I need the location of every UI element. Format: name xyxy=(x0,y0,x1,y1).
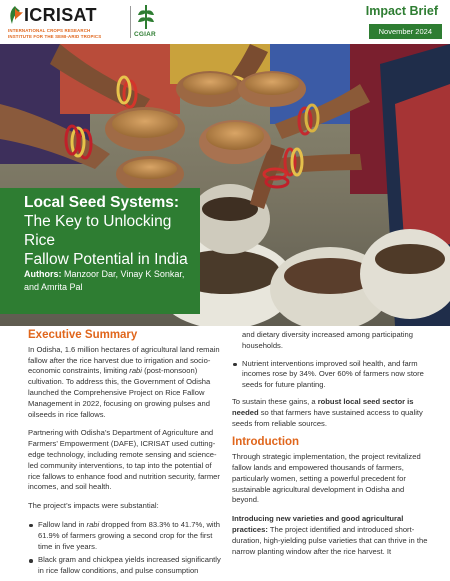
authors-names: Manzoor Dar, Vinay K Sonkar, and Amrita Pal xyxy=(24,269,185,292)
icrisat-tagline-2: INSTITUTE FOR THE SEMI-ARID TROPICS xyxy=(8,34,102,39)
summary-paragraph-2: Partnering with Odisha’s Department of Agriculture and Farmers’ Empowerment (DAFE), ICRISAT used cutting-edge technology, including remote sensing and science-led community interventions, to tap into the potential of rice fallows to enhance food and nutrition security, farmer incomes, and soil health. xyxy=(28,428,220,492)
impacts-list xyxy=(28,520,224,577)
bullet-continuation: and dietary diversity increased among participating households. xyxy=(242,330,413,350)
summary-paragraph-4: To sustain these gains, a robust local seed sector is needed so that farmers have sustained access to quality seeds from reliable sources. xyxy=(232,396,423,428)
list-item: Nutrient interventions improved soil health, and farm incomes rose by 34%. Over 60% of farmers now store seeds for future planting. xyxy=(232,359,432,391)
impacts-list-continued xyxy=(232,359,432,391)
cgiar-logo-icon xyxy=(134,3,158,31)
list-item: Black gram and chickpea yields increased significantly in rice fallow conditions, and pulse consumption xyxy=(28,555,224,577)
logo-divider xyxy=(130,6,131,38)
date-badge: November 2024 xyxy=(369,24,442,39)
executive-summary-heading: Executive Summary xyxy=(28,329,138,341)
title-line-1: Local Seed Systems: xyxy=(24,194,180,211)
brief-type-label: Impact Brief xyxy=(365,4,438,18)
icrisat-logo xyxy=(6,4,124,40)
introduction-heading: Introduction xyxy=(232,436,300,449)
cgiar-wordmark: CGIAR xyxy=(134,31,156,38)
summary-paragraph-3: The project’s impacts were substantial: xyxy=(28,501,159,511)
cgiar-logo xyxy=(134,3,158,41)
title-line-2: The Key to Unlocking Rice xyxy=(24,213,172,249)
page-header xyxy=(0,0,450,44)
icrisat-logo-icon xyxy=(6,4,24,26)
title-line-3: Fallow Potential in India xyxy=(24,251,188,268)
authors xyxy=(24,268,199,293)
icrisat-tagline-1: INTERNATIONAL CROPS RESEARCH xyxy=(8,28,91,33)
document-title xyxy=(24,193,199,269)
icrisat-wordmark: ICRISAT xyxy=(24,5,97,25)
right-column xyxy=(232,330,432,565)
left-column xyxy=(28,330,224,581)
intro-paragraph-2: Introducing new varieties and good agricultural practices: The project identified and introduced short-duration, high-yielding pulse varieties that can thrive in the narrow planting window after the rice harvest. It xyxy=(232,514,428,556)
summary-paragraph-1: In Odisha, 1.6 million hectares of agricultural land remain fallow after the rice harvest due to irrigation and socio-economic constraints, limiting rabi (post-monsoon) cultivation. To address this, the Government of Odisha launched the Comprehensive Project on Rice Fallow Management in 2022, focusing on growing pulses and oilseeds in rice fallows. xyxy=(28,344,220,419)
authors-label: Authors: xyxy=(24,269,62,279)
list-item: Fallow land in rabi dropped from 83.3% to 41.7%, with 61.9% of farmers growing a second crop for the first time in five years. xyxy=(28,520,224,552)
intro-paragraph-1: Through strategic implementation, the project revitalized fallow lands and empowered thousands of farmers, particularly women, setting a powerful precedent for sustainable agricultural development in Odisha and beyond. xyxy=(232,452,421,505)
